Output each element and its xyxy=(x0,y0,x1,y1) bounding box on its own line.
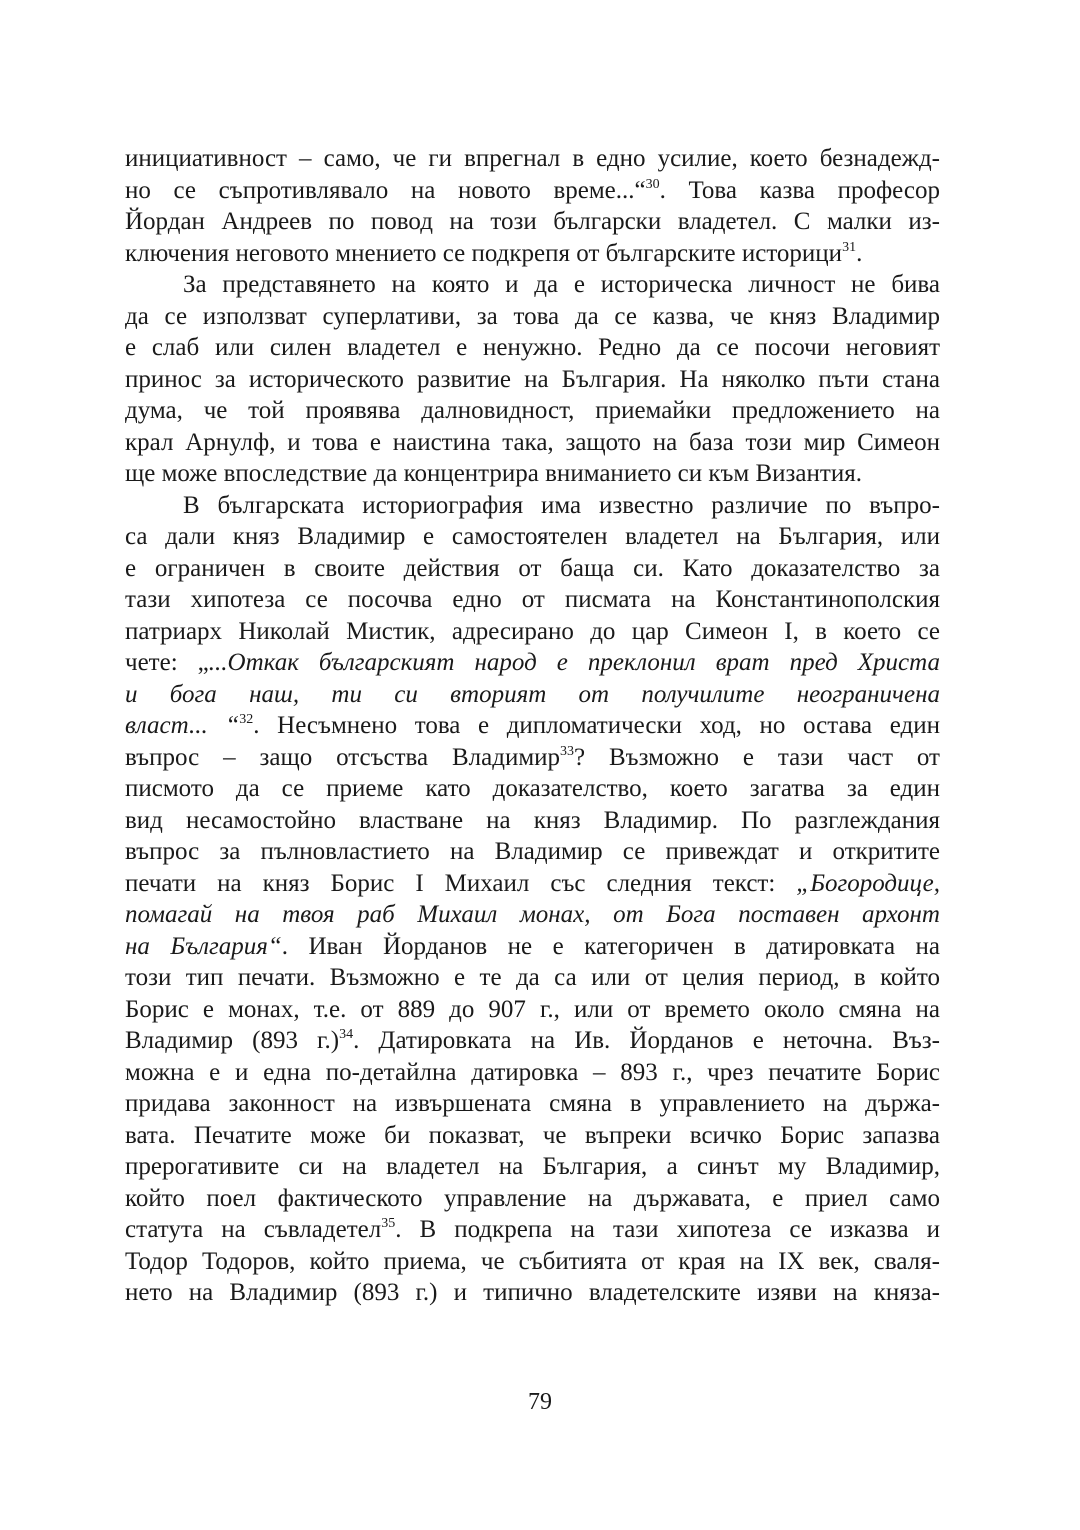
text-run: чете: „ xyxy=(125,649,209,676)
text-line xyxy=(125,868,940,900)
footnote-marker: 35 xyxy=(381,1216,396,1231)
text-line xyxy=(125,1246,940,1278)
text-run: дума, че той проявява далновидност, приемайки предложението на xyxy=(125,397,940,424)
text-line xyxy=(125,1183,940,1215)
text-run: но се съпротивлявало на новото време...“ xyxy=(125,176,646,204)
text-run: можна е и една по-детайлна датировка – 893 г., чрез печатите Борис xyxy=(125,1058,940,1086)
text-run: За представянето на която и да е историческа личност не бива xyxy=(183,271,940,298)
text-run: . xyxy=(856,239,863,267)
text-run: Владимир (893 г.) xyxy=(125,1027,340,1054)
text-line xyxy=(125,616,940,648)
text-run: Тодор Тодоров, който приема, че събитията от края на IX век, сваля- xyxy=(125,1247,940,1275)
text-line xyxy=(125,364,940,396)
quoted-text: на България“ xyxy=(125,932,282,960)
text-run: писмото да се приеме като доказателство, което загатва за един xyxy=(125,775,940,802)
text-run: е ограничен в своите действия от баща си. Като доказателство за xyxy=(125,554,940,582)
text-run: крал Арнулф, и това е наистина така, защото на база този мир Симеон xyxy=(125,428,940,456)
text-line xyxy=(125,962,940,994)
text-run: Йордан Андреев по повод на този български владетел. С малки из- xyxy=(125,208,940,235)
text-line xyxy=(125,458,940,490)
text-line xyxy=(125,521,940,553)
text-run: е слаб или силен владетел е ненужно. Редно да се посочи неговият xyxy=(125,334,940,361)
text-line xyxy=(125,836,940,868)
text-line xyxy=(125,1057,940,1089)
footnote-marker: 33 xyxy=(560,743,575,759)
paragraph-2 xyxy=(125,269,940,490)
text-line xyxy=(125,773,940,805)
text-line xyxy=(125,1277,940,1309)
text-line xyxy=(125,143,940,175)
text-run: който поел фактическото управление на държавата, е приел само xyxy=(125,1184,940,1212)
text-run: статута на съвладетел xyxy=(125,1216,382,1243)
text-run: . Иван Йорданов не е категоричен в датировката на xyxy=(281,932,940,960)
page-number: 79 xyxy=(528,1389,552,1415)
text-line xyxy=(125,742,940,774)
text-run: този тип печати. Възможно е те да са или от целия период, в който xyxy=(125,964,940,991)
text-line xyxy=(125,899,940,931)
text-run: инициативност – само, че ги впрегнал в едно усилие, което безнадежд- xyxy=(125,145,940,172)
paragraph-3 xyxy=(125,490,940,1309)
text-run: печати на княз Борис I Михаил със следния текст: xyxy=(125,869,797,897)
text-line xyxy=(125,427,940,459)
footnote-marker: 34 xyxy=(339,1027,354,1042)
text-line xyxy=(125,679,940,711)
text-line xyxy=(125,994,940,1026)
text-run: въпрос за пълновластието на Владимир се привеждат и откритите xyxy=(125,838,940,865)
text-run: вата. Печатите може би показват, че въпреки всичко Борис запазва xyxy=(125,1121,940,1149)
text-line xyxy=(125,1151,940,1183)
quoted-text: ...Откак българският народ е преклонил врат пред Христа xyxy=(208,649,940,676)
text-run: нето на Владимир (893 г.) и типично владетелските изяви на княза- xyxy=(125,1279,940,1306)
text-line xyxy=(125,805,940,837)
text-line xyxy=(125,553,940,585)
paragraph-1 xyxy=(125,143,940,269)
text-run: вид несамостойно властване на княз Владимир. По разглеждания xyxy=(125,806,940,834)
page-body xyxy=(125,143,940,1309)
text-line xyxy=(125,584,940,616)
text-run: прерогативите си на владетел на България, а синът му Владимир, xyxy=(125,1153,940,1180)
text-run: . В подкрепа на тази хипотеза се изказва и xyxy=(395,1216,940,1243)
quoted-text: помагай на твоя раб Михаил монах, от Бога поставен архонт xyxy=(125,901,940,928)
text-run: придава законност на извършената смяна в управлението на държа- xyxy=(125,1090,940,1117)
text-line xyxy=(125,175,940,207)
footnote-marker: 32 xyxy=(239,712,254,727)
footnote-marker: 30 xyxy=(645,176,660,192)
text-run: тази хипотеза се посочва едно от писмата на Константинополския xyxy=(125,586,940,613)
text-line xyxy=(125,332,940,364)
text-run: ключения неговото мнението се подкрепя от българските историци xyxy=(125,239,843,267)
text-line xyxy=(125,1025,940,1057)
text-line xyxy=(125,1088,940,1120)
text-line xyxy=(125,1214,940,1246)
text-line xyxy=(125,395,940,427)
quoted-text: „Богородице, xyxy=(796,869,940,897)
text-line xyxy=(125,269,940,301)
text-run: принос за историческото развитие на България. На няколко пъти стана xyxy=(125,365,940,393)
text-run: да се използват суперлативи, за това да се казва, че княз Владимир xyxy=(125,302,940,330)
text-run: въпрос – защо отсъства Владимир xyxy=(125,743,561,771)
text-run: . Датировката на Ив. Йорданов е неточна. Въз- xyxy=(353,1027,940,1054)
text-line xyxy=(125,710,940,742)
text-line xyxy=(125,301,940,333)
text-run: патриарх Николай Мистик, адресирано до цар Симеон I, в което се xyxy=(125,617,940,645)
text-run: ? Възможно е тази част от xyxy=(574,743,940,771)
text-line xyxy=(125,1120,940,1152)
text-line xyxy=(125,931,940,963)
quoted-text: власт... “ xyxy=(125,712,240,739)
text-line xyxy=(125,238,940,270)
text-line xyxy=(125,647,940,679)
text-run: ще може впоследствие да концентрира вниманието си към Византия. xyxy=(125,460,862,487)
quoted-text: и бога наш, ти си вторият от получилите неограничена xyxy=(125,680,940,708)
text-run: Борис е монах, т.е. от 889 до 907 г., или от времето около смяна на xyxy=(125,995,940,1023)
text-run: В българската историография има известно различие по въпро- xyxy=(183,491,940,519)
text-run: са дали княз Владимир е самостоятелен владетел на България, или xyxy=(125,523,940,550)
text-line xyxy=(125,490,940,522)
text-run: . Това казва професор xyxy=(659,176,941,204)
text-line xyxy=(125,206,940,238)
footnote-marker: 31 xyxy=(842,239,857,255)
text-run: . Несъмнено това е дипломатически ход, но остава един xyxy=(253,712,940,739)
